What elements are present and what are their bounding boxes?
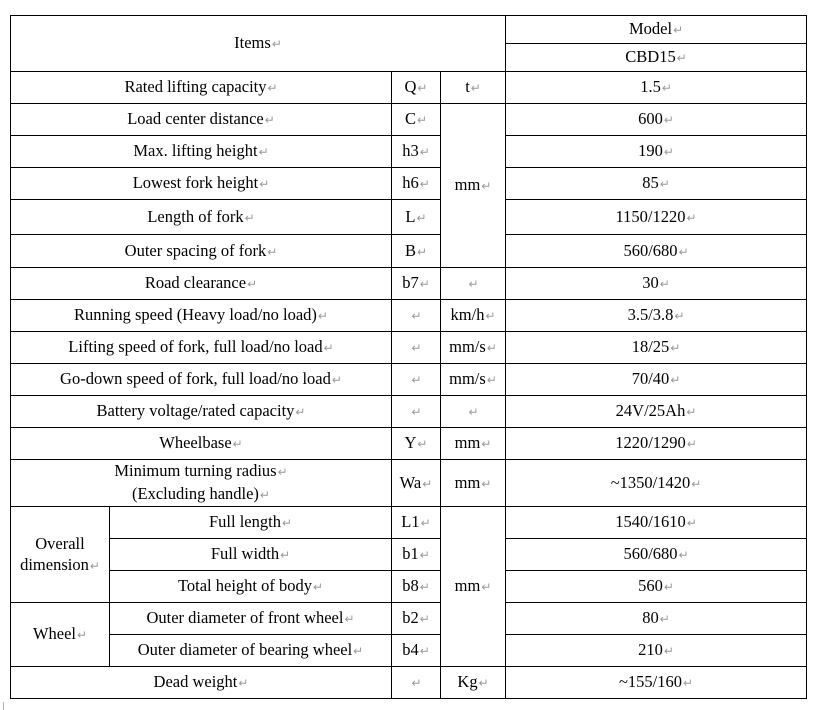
value-cell: 1220/1290↵ <box>506 428 807 460</box>
unit-cell: mm↵ <box>441 460 506 507</box>
table-row <box>11 104 807 136</box>
value-cell: 560↵ <box>506 571 807 603</box>
text-cursor-mark <box>3 702 4 710</box>
value-cell: ~155/160↵ <box>506 667 807 699</box>
value-cell: 560/680↵ <box>506 235 807 268</box>
unit-cell: km/h↵ <box>441 300 506 332</box>
table-row <box>11 635 807 667</box>
item-cell: Dead weight↵ <box>11 667 392 699</box>
value-cell: 24V/25Ah↵ <box>506 396 807 428</box>
table-row <box>11 667 807 699</box>
item-cell: Outer spacing of fork↵ <box>11 235 392 268</box>
value-cell: 560/680↵ <box>506 539 807 571</box>
item-cell: Lowest fork height↵ <box>11 168 392 200</box>
code-cell: B↵ <box>392 235 441 268</box>
unit-cell: mm/s↵ <box>441 332 506 364</box>
code-cell: b8↵ <box>392 571 441 603</box>
item-cell: Total height of body↵ <box>110 571 392 603</box>
item-cell: Minimum turning radius↵ (Excluding handle)↵ <box>11 460 392 507</box>
code-cell: h6↵ <box>392 168 441 200</box>
value-cell: 85↵ <box>506 168 807 200</box>
unit-cell: ↵ <box>441 396 506 428</box>
header-row-1 <box>11 16 807 44</box>
code-cell: Y↵ <box>392 428 441 460</box>
table-row <box>11 200 807 235</box>
item-cell: Battery voltage/rated capacity↵ <box>11 396 392 428</box>
table-row <box>11 332 807 364</box>
code-cell: Q↵ <box>392 72 441 104</box>
value-cell: 18/25↵ <box>506 332 807 364</box>
code-cell: h3↵ <box>392 136 441 168</box>
item-cell: Full width↵ <box>110 539 392 571</box>
item-cell: Road clearance↵ <box>11 268 392 300</box>
unit-cell-mm-group: mm↵ <box>441 104 506 268</box>
item-cell: Wheelbase↵ <box>11 428 392 460</box>
items-header: Items↵ <box>11 16 506 72</box>
table-row <box>11 460 807 507</box>
table-row <box>11 268 807 300</box>
value-cell: ~1350/1420↵ <box>506 460 807 507</box>
table-row <box>11 72 807 104</box>
overall-dimension-group: Overall dimension↵ <box>11 507 110 603</box>
code-cell: C↵ <box>392 104 441 136</box>
value-cell: 3.5/3.8↵ <box>506 300 807 332</box>
code-cell: ↵ <box>392 396 441 428</box>
value-cell: 1150/1220↵ <box>506 200 807 235</box>
code-cell: b7↵ <box>392 268 441 300</box>
unit-cell: mm/s↵ <box>441 364 506 396</box>
table-row <box>11 364 807 396</box>
unit-cell: ↵ <box>441 268 506 300</box>
item-cell: Go-down speed of fork, full load/no load↵ <box>11 364 392 396</box>
code-cell: L1↵ <box>392 507 441 539</box>
unit-cell: t↵ <box>441 72 506 104</box>
item-cell: Load center distance↵ <box>11 104 392 136</box>
value-cell: 1.5↵ <box>506 72 807 104</box>
unit-cell: Kg↵ <box>441 667 506 699</box>
code-cell: ↵ <box>392 300 441 332</box>
item-cell: Outer diameter of bearing wheel↵ <box>110 635 392 667</box>
item-cell: Max. lifting height↵ <box>11 136 392 168</box>
table-row <box>11 539 807 571</box>
code-cell: b4↵ <box>392 635 441 667</box>
table-row <box>11 396 807 428</box>
code-cell: b2↵ <box>392 603 441 635</box>
value-cell: 80↵ <box>506 603 807 635</box>
table-row <box>11 168 807 200</box>
item-cell: Running speed (Heavy load/no load)↵ <box>11 300 392 332</box>
unit-cell: mm↵ <box>441 428 506 460</box>
table-row <box>11 136 807 168</box>
table-row <box>11 235 807 268</box>
table-row <box>11 571 807 603</box>
code-cell: ↵ <box>392 364 441 396</box>
value-cell: 190↵ <box>506 136 807 168</box>
code-cell: b1↵ <box>392 539 441 571</box>
value-cell: 1540/1610↵ <box>506 507 807 539</box>
value-cell: 30↵ <box>506 268 807 300</box>
code-cell: ↵ <box>392 332 441 364</box>
table-row <box>11 428 807 460</box>
spec-table <box>10 15 807 699</box>
item-cell: Length of fork↵ <box>11 200 392 235</box>
unit-cell-dimension-group: mm↵ <box>441 507 506 667</box>
wheel-group: Wheel↵ <box>11 603 110 667</box>
code-cell: L↵ <box>392 200 441 235</box>
model-header: Model↵ <box>506 16 807 44</box>
table-row <box>11 507 807 539</box>
value-cell: 210↵ <box>506 635 807 667</box>
code-cell: Wa↵ <box>392 460 441 507</box>
item-cell: Rated lifting capacity↵ <box>11 72 392 104</box>
table-row <box>11 603 807 635</box>
item-cell: Full length↵ <box>110 507 392 539</box>
value-cell: 600↵ <box>506 104 807 136</box>
table-row <box>11 300 807 332</box>
value-cell: 70/40↵ <box>506 364 807 396</box>
item-cell: Lifting speed of fork, full load/no load↵ <box>11 332 392 364</box>
item-cell: Outer diameter of front wheel↵ <box>110 603 392 635</box>
code-cell: ↵ <box>392 667 441 699</box>
model-name-cell: CBD15↵ <box>506 44 807 72</box>
